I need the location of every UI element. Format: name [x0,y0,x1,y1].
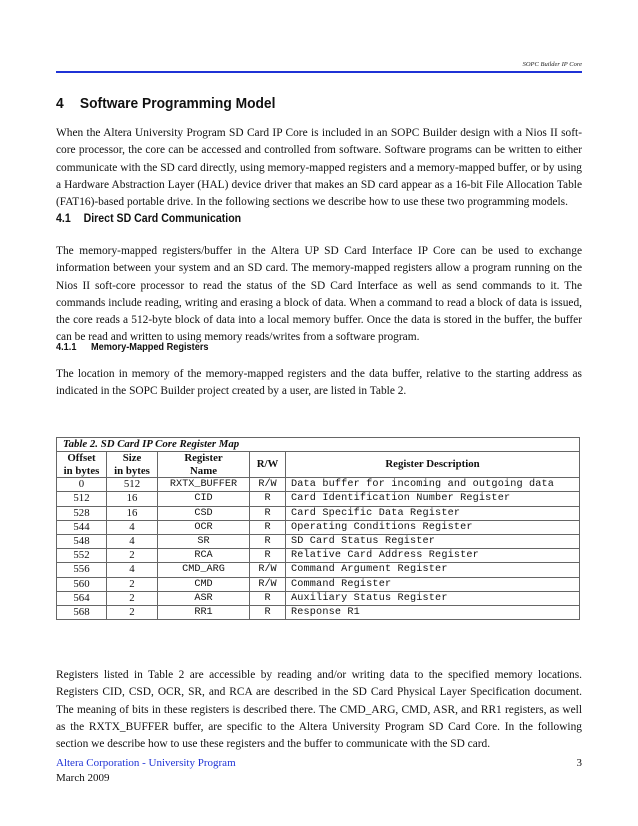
header-offset [57,452,107,478]
cell-register-name: SR [158,534,250,548]
registers-intro-paragraph: The location in memory of the memory-mapped registers and the data buffer, relative to the starting address as indicated in the SOPC Builder project created by a user, are listed in Table 2. [56,368,582,398]
header-description: Register Description [286,452,580,478]
table-row [57,563,580,577]
subsubsection-title: Memory-Mapped Registers [90,342,209,353]
table-caption: Table 2. SD Card IP Core Register Map [57,438,580,452]
header-offset-line2: in bytes [63,464,100,477]
cell-description: Operating Conditions Register [286,520,580,534]
cell-offset: 512 [57,492,107,506]
cell-size: 2 [107,591,158,605]
table-body [57,478,580,620]
cell-offset: 556 [57,563,107,577]
cell-rw: R/W [250,577,286,591]
header-name-line2: Name [190,464,217,477]
direct-communication-paragraph: The memory-mapped registers/buffer in the Altera UP SD Card Interface IP Core can be used to exchange information between your system and an SD card. The memory-mapped registers allow a program running on the Nios II soft-core processor to read the status of the SD Card Interface as well as send commands to it. The commands include reading, writing and erasing a block of data. When a command to read a block of data is issued, the core reads a 512-byte block of data into a local memory buffer. Once the data is stored in the buffer, the buffer can be read and written to using memory reads/writes from a software program. [56,245,582,344]
table-row [57,506,580,520]
header-rule [56,71,582,73]
cell-rw: R [250,520,286,534]
cell-description: SD Card Status Register [286,534,580,548]
register-map-table-wrapper [56,437,580,620]
subsection-heading [56,213,241,225]
cell-offset: 568 [57,605,107,619]
table-row [57,591,580,605]
cell-description: Relative Card Address Register [286,549,580,563]
header-rw: R/W [250,452,286,478]
cell-size: 2 [107,549,158,563]
subsection-title: Direct SD Card Communication [83,213,242,225]
table-header-row [57,452,580,478]
cell-offset: 552 [57,549,107,563]
table-row [57,492,580,506]
cell-offset: 544 [57,520,107,534]
cell-rw: R [250,605,286,619]
cell-size: 4 [107,520,158,534]
table-row [57,605,580,619]
cell-rw: R [250,534,286,548]
footer-organization: Altera Corporation - University Program [56,757,236,769]
cell-description: Card Identification Number Register [286,492,580,506]
table-row [57,577,580,591]
intro-paragraph: When the Altera University Program SD Card IP Core is included in an SOPC Builder design with a Nios II soft-core processor, the core can be accessed and controlled from software. Software programs can be written to either communicate with the SD card directly, using memory-mapped registers and a memory-mapped buffer, or by using a Hardware Abstraction Layer (HAL) device driver that makes an SD card appear as a 16-bit File Allocation Table (FAT16)-based portable drive. In the following sections we describe how to use these two programming models. [56,127,582,209]
cell-size: 4 [107,534,158,548]
cell-offset: 560 [57,577,107,591]
header-size [107,452,158,478]
header-size-line2: in bytes [114,464,150,477]
subsubsection-number: 4.1.1 [56,342,77,353]
header-size-line1: Size [122,452,142,465]
table-row [57,549,580,563]
cell-register-name: OCR [158,520,250,534]
cell-rw: R [250,492,286,506]
cell-offset: 528 [57,506,107,520]
cell-offset: 564 [57,591,107,605]
subsubsection-heading [56,342,209,353]
cell-description: Command Register [286,577,580,591]
header-register-name [158,452,250,478]
header-name-line1: Register [184,452,223,465]
cell-offset: 0 [57,478,107,492]
table-row [57,478,580,492]
cell-size: 2 [107,577,158,591]
cell-size: 4 [107,563,158,577]
footer-date: March 2009 [56,772,110,784]
table-row [57,534,580,548]
cell-register-name: RR1 [158,605,250,619]
cell-description: Command Argument Register [286,563,580,577]
cell-register-name: CMD_ARG [158,563,250,577]
page-number: 3 [576,757,582,769]
subsection-number: 4.1 [56,213,71,225]
cell-register-name: CSD [158,506,250,520]
section-heading [56,95,275,112]
cell-rw: R [250,591,286,605]
cell-register-name: ASR [158,591,250,605]
table-row [57,520,580,534]
cell-rw: R [250,506,286,520]
register-map-table [56,437,580,620]
cell-rw: R [250,549,286,563]
registers-detail-paragraph: Registers listed in Table 2 are accessible by reading and/or writing data to the specified memory locations. Registers CID, CSD, OCR, SR, and RCA are described in the SD Card Physical Layer Specification document. The meaning of bits in these registers is described there. The CMD_ARG, CMD, ASR, and RR1 registers, as well as the RXTX_BUFFER buffer, are specific to the Altera University Program SD Card Core. In the following section we describe how to use these registers and the buffer to communicate with the SD card. [56,669,582,751]
cell-register-name: RCA [158,549,250,563]
cell-register-name: CMD [158,577,250,591]
cell-description: Response R1 [286,605,580,619]
header-offset-line1: Offset [67,452,96,465]
cell-rw: R/W [250,563,286,577]
section-title: Software Programming Model [79,95,276,112]
section-number: 4 [56,95,64,112]
cell-size: 16 [107,506,158,520]
running-header: SOPC Builder IP Core [522,61,582,68]
cell-offset: 548 [57,534,107,548]
cell-size: 512 [107,478,158,492]
cell-size: 2 [107,605,158,619]
cell-description: Card Specific Data Register [286,506,580,520]
cell-description: Data buffer for incoming and outgoing data [286,478,580,492]
cell-register-name: RXTX_BUFFER [158,478,250,492]
cell-register-name: CID [158,492,250,506]
cell-rw: R/W [250,478,286,492]
cell-description: Auxiliary Status Register [286,591,580,605]
cell-size: 16 [107,492,158,506]
